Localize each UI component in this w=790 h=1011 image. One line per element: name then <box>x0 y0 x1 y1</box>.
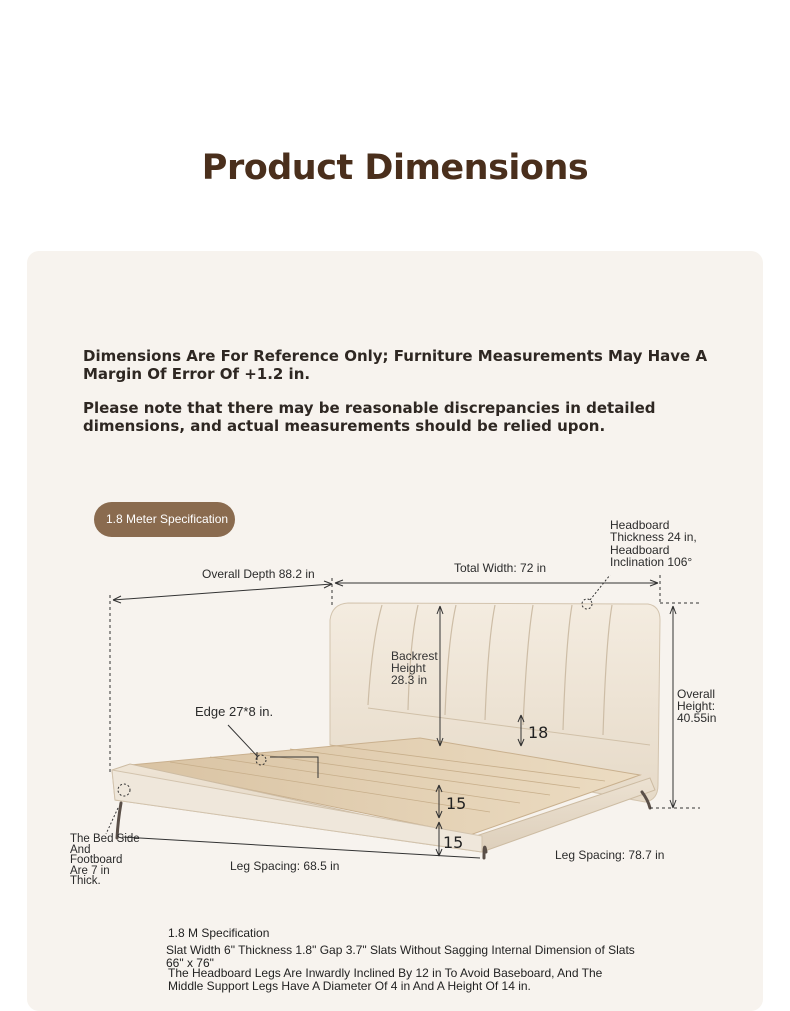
overall-depth-label: Overall Depth 88.2 in <box>202 567 315 581</box>
bed-side-label: The Bed Side And Footboard Are 7 in Thick. <box>70 833 140 887</box>
spec-legs: The Headboard Legs Are Inwardly Inclined By 12 in To Avoid Baseboard, And The Middle Support Legs Have A Diameter Of 4 in And A Height Of 14 in. <box>168 966 603 993</box>
discrepancy-note: Please note that there may be reasonable discrepancies in detailed dimensions, and actual measurements should be relied upon. <box>83 399 656 435</box>
headboard-thickness-label: Headboard Thickness 24 in, <box>610 518 697 544</box>
dimension-15-upper: 15 <box>446 794 467 813</box>
spec-badge[interactable]: 1.8 Meter Specification <box>94 502 235 537</box>
leg-spacing-side-label: Leg Spacing: 78.7 in <box>555 848 665 862</box>
total-width-label: Total Width: 72 in <box>454 561 547 575</box>
edge-label: Edge 27*8 in. <box>195 704 274 719</box>
spec-heading: 1.8 M Specification <box>168 926 270 940</box>
reference-note: Dimensions Are For Reference Only; Furniture Measurements May Have A Margin Of Error Of +1.2 in. <box>83 347 708 383</box>
spec-slats: Slat Width 6" Thickness 1.8" Gap 3.7" Slats Without Sagging Internal Dimension of Slats 66" x 76" <box>166 943 635 970</box>
dimension-15-lower: 15 <box>443 833 464 852</box>
page-title: Product Dimensions <box>201 148 589 188</box>
headboard-inclination-label: Headboard Inclination 106° <box>610 543 693 569</box>
overall-height-label: Overall Height: 40.55in <box>677 687 717 725</box>
dimension-18: 18 <box>528 723 549 742</box>
backrest-height-label: Backrest Height 28.3 in <box>391 649 438 687</box>
leg-spacing-front-label: Leg Spacing: 68.5 in <box>230 859 340 873</box>
